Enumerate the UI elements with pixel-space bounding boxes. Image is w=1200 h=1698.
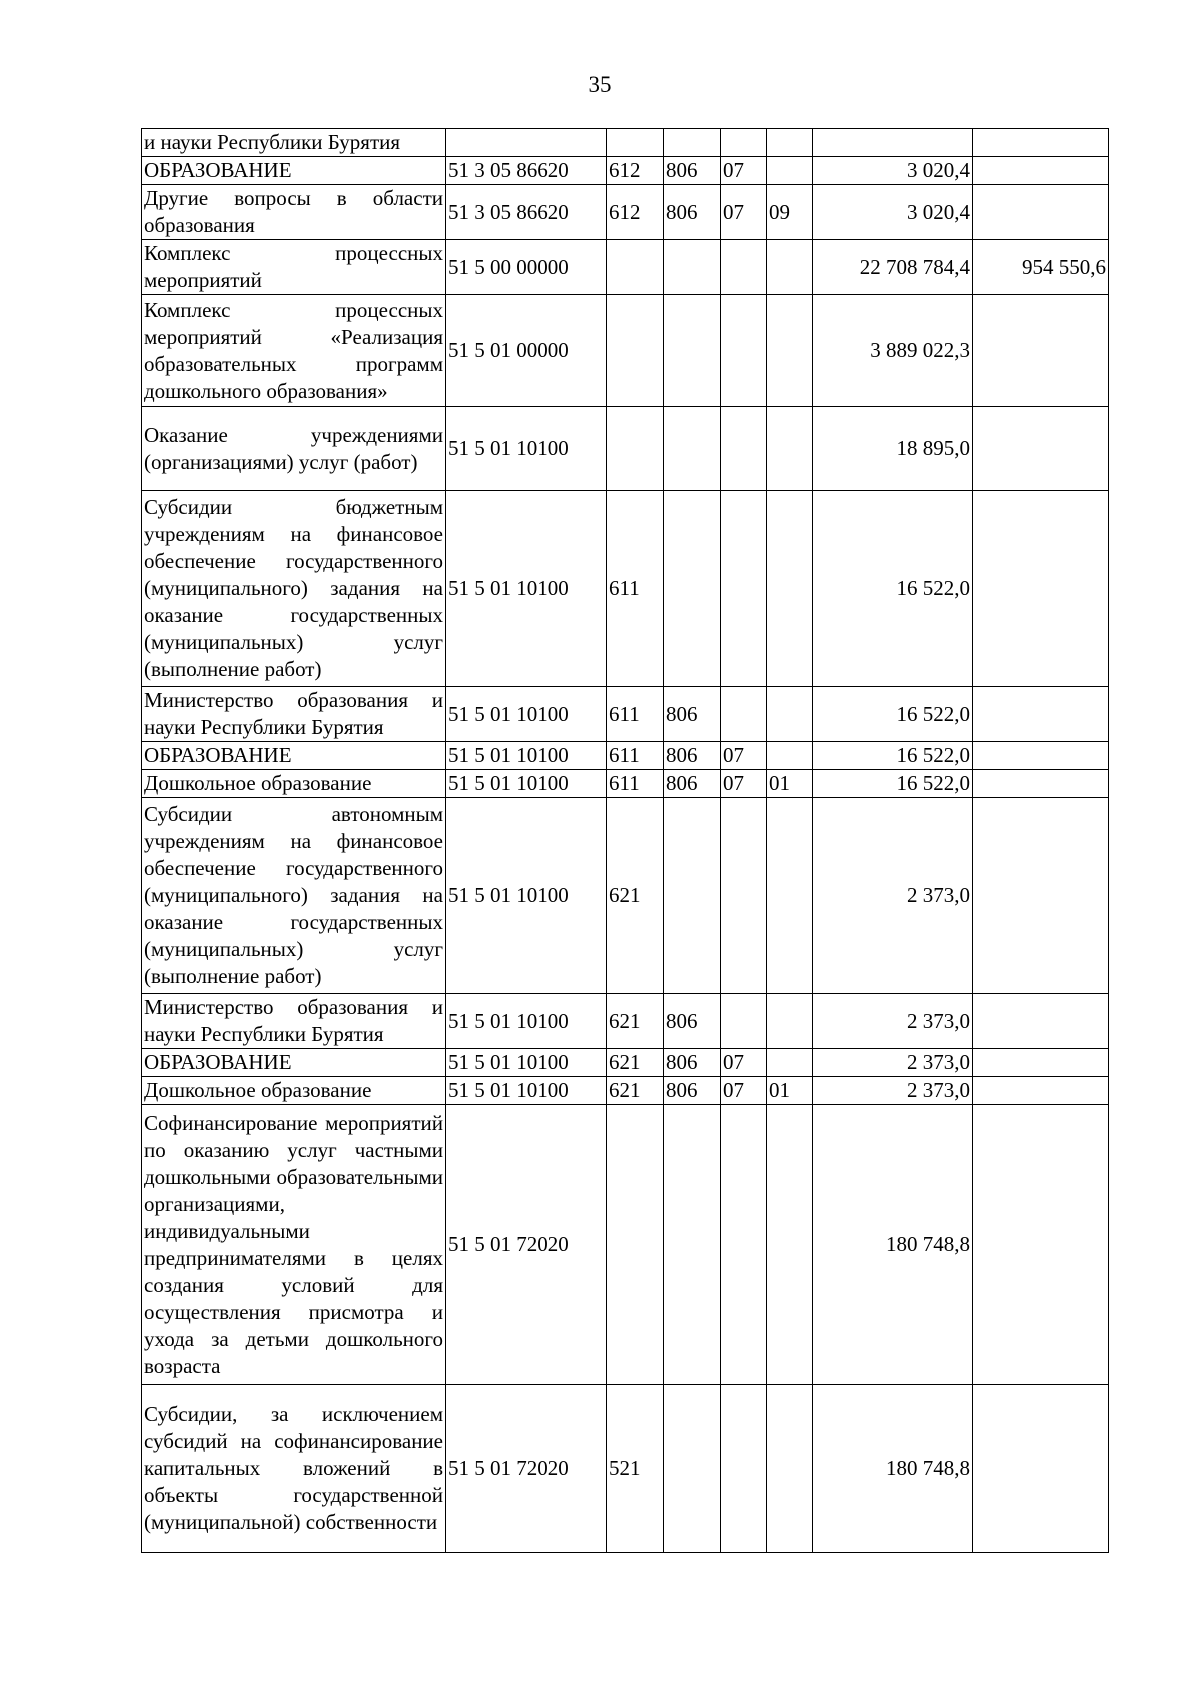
cell-expense-type: 612: [607, 157, 664, 185]
cell-ministry-code: 806: [664, 157, 721, 185]
cell-subsection: [767, 240, 813, 295]
cell-target-code: 51 5 01 10100: [446, 491, 607, 687]
cell-name: Субсидии бюджетным учреждениям на финансовое обеспечение государственного (муниципального) задания на оказание государственных (муниципальных) услуг (выполнение работ): [142, 491, 446, 687]
cell-amount-federal: [973, 1049, 1109, 1077]
cell-target-code: 51 5 01 10100: [446, 1077, 607, 1105]
cell-expense-type: [607, 1105, 664, 1385]
cell-target-code: 51 5 01 10100: [446, 742, 607, 770]
cell-target-code: 51 5 01 10100: [446, 798, 607, 994]
cell-amount-federal: 954 550,6: [973, 240, 1109, 295]
cell-expense-type: [607, 240, 664, 295]
cell-target-code: 51 5 00 00000: [446, 240, 607, 295]
cell-amount-federal: [973, 687, 1109, 742]
cell-amount-federal: [973, 491, 1109, 687]
cell-ministry-code: [664, 1385, 721, 1553]
cell-subsection: [767, 994, 813, 1049]
cell-amount-federal: [973, 798, 1109, 994]
cell-name: Дошкольное образование: [142, 1077, 446, 1105]
cell-name: Субсидии, за исключением субсидий на софинансирование капитальных вложений в объекты государственной (муниципальной) собственности: [142, 1385, 446, 1553]
table-row: [142, 129, 1109, 157]
cell-section: [721, 798, 767, 994]
cell-ministry-code: [664, 1105, 721, 1385]
table-row: [142, 742, 1109, 770]
cell-ministry-code: 806: [664, 994, 721, 1049]
cell-expense-type: 621: [607, 994, 664, 1049]
cell-section: 07: [721, 1077, 767, 1105]
cell-subsection: [767, 798, 813, 994]
cell-target-code: 51 5 01 10100: [446, 994, 607, 1049]
cell-ministry-code: 806: [664, 687, 721, 742]
cell-amount-federal: [973, 129, 1109, 157]
table-row: [142, 295, 1109, 407]
cell-amount: 3 889 022,3: [813, 295, 973, 407]
cell-section: 07: [721, 742, 767, 770]
cell-section: [721, 994, 767, 1049]
table-row: [142, 491, 1109, 687]
cell-expense-type: 621: [607, 798, 664, 994]
cell-section: [721, 407, 767, 491]
table-row: [142, 798, 1109, 994]
cell-expense-type: 612: [607, 185, 664, 240]
cell-target-code: 51 3 05 86620: [446, 157, 607, 185]
cell-amount: 16 522,0: [813, 742, 973, 770]
cell-ministry-code: [664, 798, 721, 994]
table-row: [142, 1105, 1109, 1385]
cell-amount-federal: [973, 994, 1109, 1049]
cell-amount: 180 748,8: [813, 1105, 973, 1385]
cell-subsection: 09: [767, 185, 813, 240]
cell-section: 07: [721, 157, 767, 185]
cell-section: 07: [721, 770, 767, 798]
cell-amount: 16 522,0: [813, 491, 973, 687]
table-row: [142, 157, 1109, 185]
cell-ministry-code: 806: [664, 1049, 721, 1077]
table-row: [142, 994, 1109, 1049]
cell-target-code: [446, 129, 607, 157]
cell-amount: 18 895,0: [813, 407, 973, 491]
cell-amount: 16 522,0: [813, 770, 973, 798]
cell-amount-federal: [973, 742, 1109, 770]
cell-expense-type: [607, 295, 664, 407]
cell-subsection: [767, 1385, 813, 1553]
cell-amount: 180 748,8: [813, 1385, 973, 1553]
budget-table: [141, 128, 1109, 1553]
cell-target-code: 51 5 01 00000: [446, 295, 607, 407]
cell-amount: 2 373,0: [813, 798, 973, 994]
cell-name: Министерство образования и науки Республики Бурятия: [142, 994, 446, 1049]
cell-subsection: [767, 1049, 813, 1077]
cell-target-code: 51 5 01 10100: [446, 1049, 607, 1077]
cell-amount-federal: [973, 770, 1109, 798]
cell-ministry-code: 806: [664, 185, 721, 240]
cell-expense-type: [607, 129, 664, 157]
cell-name: ОБРАЗОВАНИЕ: [142, 742, 446, 770]
table-row: [142, 407, 1109, 491]
cell-target-code: 51 5 01 10100: [446, 687, 607, 742]
cell-amount-federal: [973, 1105, 1109, 1385]
cell-amount-federal: [973, 185, 1109, 240]
cell-amount: 2 373,0: [813, 994, 973, 1049]
cell-name: Дошкольное образование: [142, 770, 446, 798]
cell-name: и науки Республики Бурятия: [142, 129, 446, 157]
cell-target-code: 51 5 01 72020: [446, 1105, 607, 1385]
cell-expense-type: 621: [607, 1077, 664, 1105]
cell-ministry-code: [664, 129, 721, 157]
cell-section: [721, 129, 767, 157]
cell-expense-type: 611: [607, 491, 664, 687]
cell-expense-type: [607, 407, 664, 491]
cell-subsection: [767, 687, 813, 742]
cell-target-code: 51 5 01 10100: [446, 407, 607, 491]
cell-amount-federal: [973, 295, 1109, 407]
table-row: [142, 1049, 1109, 1077]
cell-amount: 2 373,0: [813, 1049, 973, 1077]
cell-subsection: 01: [767, 770, 813, 798]
cell-expense-type: 621: [607, 1049, 664, 1077]
cell-name: ОБРАЗОВАНИЕ: [142, 157, 446, 185]
cell-ministry-code: 806: [664, 770, 721, 798]
page-number: 35: [588, 72, 612, 97]
table-row: [142, 687, 1109, 742]
cell-target-code: 51 5 01 72020: [446, 1385, 607, 1553]
cell-ministry-code: [664, 295, 721, 407]
cell-expense-type: 611: [607, 742, 664, 770]
cell-name: Комплекс процессных мероприятий «Реализация образовательных программ дошкольного образования»: [142, 295, 446, 407]
cell-subsection: [767, 1105, 813, 1385]
cell-name: Другие вопросы в области образования: [142, 185, 446, 240]
cell-amount: 3 020,4: [813, 185, 973, 240]
cell-section: [721, 1385, 767, 1553]
cell-subsection: [767, 407, 813, 491]
cell-amount-federal: [973, 157, 1109, 185]
cell-expense-type: 611: [607, 687, 664, 742]
cell-subsection: [767, 129, 813, 157]
cell-name: Субсидии автономным учреждениям на финансовое обеспечение государственного (муниципального) задания на оказание государственных (муниципальных) услуг (выполнение работ): [142, 798, 446, 994]
table-row: [142, 185, 1109, 240]
cell-name: Софинансирование мероприятий по оказанию услуг частными дошкольными образовательными организациями, индивидуальными предпринимателями в целях создания условий для осуществления присмотра и ухода за детьми дошкольного возраста: [142, 1105, 446, 1385]
budget-table-body: [142, 129, 1109, 1553]
cell-subsection: [767, 157, 813, 185]
cell-target-code: 51 3 05 86620: [446, 185, 607, 240]
table-row: [142, 1077, 1109, 1105]
cell-ministry-code: 806: [664, 1077, 721, 1105]
cell-amount-federal: [973, 1077, 1109, 1105]
cell-ministry-code: 806: [664, 742, 721, 770]
cell-section: [721, 240, 767, 295]
cell-ministry-code: [664, 491, 721, 687]
cell-subsection: [767, 491, 813, 687]
cell-amount-federal: [973, 1385, 1109, 1553]
cell-section: [721, 687, 767, 742]
cell-section: 07: [721, 1049, 767, 1077]
cell-ministry-code: [664, 407, 721, 491]
cell-subsection: 01: [767, 1077, 813, 1105]
cell-section: [721, 491, 767, 687]
table-row: [142, 770, 1109, 798]
cell-expense-type: 521: [607, 1385, 664, 1553]
cell-section: [721, 1105, 767, 1385]
cell-amount: [813, 129, 973, 157]
cell-target-code: 51 5 01 10100: [446, 770, 607, 798]
table-row: [142, 240, 1109, 295]
cell-section: [721, 295, 767, 407]
cell-amount: 3 020,4: [813, 157, 973, 185]
cell-amount: 2 373,0: [813, 1077, 973, 1105]
cell-name: Комплекс процессных мероприятий: [142, 240, 446, 295]
cell-amount-federal: [973, 407, 1109, 491]
cell-ministry-code: [664, 240, 721, 295]
cell-name: ОБРАЗОВАНИЕ: [142, 1049, 446, 1077]
cell-subsection: [767, 742, 813, 770]
cell-amount: 16 522,0: [813, 687, 973, 742]
cell-amount: 22 708 784,4: [813, 240, 973, 295]
cell-subsection: [767, 295, 813, 407]
cell-expense-type: 611: [607, 770, 664, 798]
cell-name: Министерство образования и науки Республики Бурятия: [142, 687, 446, 742]
cell-name: Оказание учреждениями (организациями) услуг (работ): [142, 407, 446, 491]
cell-section: 07: [721, 185, 767, 240]
table-row: [142, 1385, 1109, 1553]
